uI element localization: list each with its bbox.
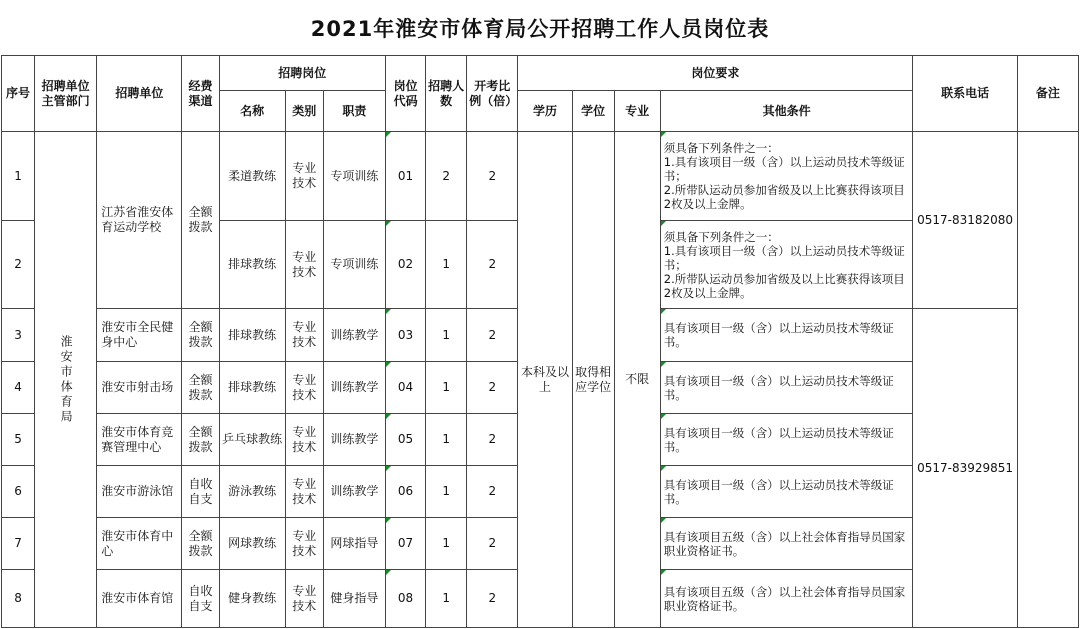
cell-other: 具有该项目一级（含）以上运动员技术等级证书。: [660, 466, 913, 518]
cell-unit: 淮安市射击场: [97, 362, 182, 414]
header-row-1: [2, 56, 1079, 91]
cell-pos-duty: 训练教学: [323, 466, 385, 518]
header-position-group: 招聘岗位: [219, 56, 385, 91]
header-degree: 学位: [572, 91, 614, 132]
cell-count: 1: [426, 414, 467, 466]
cell-unit: 淮安市游泳馆: [97, 466, 182, 518]
cell-pos-type: 专业技术: [285, 309, 323, 362]
cell-count: 1: [426, 518, 467, 570]
cell-ratio: 2: [467, 466, 518, 518]
cell-other: 须具备下列条件之一： 1.具有该项目一级（含）以上运动员技术等级证书； 2.所带队运动员参加省级及以上比赛获得该项目2枚及以上金牌。: [660, 132, 913, 221]
cell-ratio: 2: [467, 570, 518, 628]
header-phone: 联系电话: [913, 56, 1017, 132]
cell-pos-duty: 健身指导: [323, 570, 385, 628]
cell-seq: 8: [2, 570, 35, 628]
cell-seq: 5: [2, 414, 35, 466]
cell-other: 具有该项目五级（含）以上社会体育指导员国家职业资格证书。: [660, 570, 913, 628]
cell-pos-type: 专业技术: [285, 518, 323, 570]
page-title: 2021年淮安市体育局公开招聘工作人员岗位表: [310, 17, 770, 41]
cell-funding: 全额拨款: [182, 518, 219, 570]
header-count: 招聘人数: [426, 56, 467, 132]
header-funding: 经费渠道: [182, 56, 219, 132]
cell-pos-type: 专业技术: [285, 362, 323, 414]
cell-education: 本科及以上: [518, 132, 572, 628]
header-pos-duty: 职责: [323, 91, 385, 132]
cell-count: 1: [426, 362, 467, 414]
cell-unit: 淮安市体育竞赛管理中心: [97, 414, 182, 466]
cell-other: 具有该项目一级（含）以上运动员技术等级证书。: [660, 309, 913, 362]
cell-pos-name: 柔道教练: [219, 132, 285, 221]
cell-pos-name: 健身教练: [219, 570, 285, 628]
cell-pos-code: 05: [386, 414, 426, 466]
cell-pos-duty: 训练教学: [323, 414, 385, 466]
cell-pos-type: 专业技术: [285, 570, 323, 628]
cell-count: 1: [426, 466, 467, 518]
cell-funding: 全额拨款: [182, 414, 219, 466]
header-unit: 招聘单位: [97, 56, 182, 132]
cell-pos-duty: 专项训练: [323, 221, 385, 309]
cell-count: 1: [426, 221, 467, 309]
header-major: 专业: [614, 91, 660, 132]
cell-major: 不限: [614, 132, 660, 628]
cell-other: 须具备下列条件之一： 1.具有该项目一级（含）以上运动员技术等级证书； 2.所带队运动员参加省级及以上比赛获得该项目2枚及以上金牌。: [660, 221, 913, 309]
cell-pos-type: 专业技术: [285, 466, 323, 518]
cell-seq: 1: [2, 132, 35, 221]
header-remark: 备注: [1017, 56, 1078, 132]
cell-pos-code: 06: [386, 466, 426, 518]
cell-pos-name: 排球教练: [219, 221, 285, 309]
cell-unit: 淮安市全民健身中心: [97, 309, 182, 362]
cell-pos-type: 专业技术: [285, 221, 323, 309]
cell-pos-duty: 专项训练: [323, 132, 385, 221]
cell-unit: 江苏省淮安体育运动学校: [97, 132, 182, 309]
header-education: 学历: [518, 91, 572, 132]
cell-ratio: 2: [467, 132, 518, 221]
cell-phone: 0517-83929851: [913, 309, 1017, 628]
cell-pos-type: 专业技术: [285, 414, 323, 466]
cell-pos-code: 02: [386, 221, 426, 309]
cell-count: 1: [426, 570, 467, 628]
table-row: [2, 132, 1079, 221]
cell-pos-duty: 训练教学: [323, 309, 385, 362]
header-pos-type: 类别: [285, 91, 323, 132]
header-supervisor: 招聘单位主管部门: [35, 56, 97, 132]
cell-phone: 0517-83182080: [913, 132, 1017, 309]
cell-count: 1: [426, 309, 467, 362]
cell-other: 具有该项目五级（含）以上社会体育指导员国家职业资格证书。: [660, 518, 913, 570]
header-other: 其他条件: [660, 91, 913, 132]
cell-funding: 自收自支: [182, 466, 219, 518]
cell-unit: 淮安市体育馆: [97, 570, 182, 628]
cell-pos-name: 游泳教练: [219, 466, 285, 518]
cell-remark: [1017, 132, 1078, 628]
cell-pos-name: 排球教练: [219, 362, 285, 414]
cell-ratio: 2: [467, 518, 518, 570]
cell-ratio: 2: [467, 414, 518, 466]
cell-pos-duty: 训练教学: [323, 362, 385, 414]
cell-pos-name: 排球教练: [219, 309, 285, 362]
cell-count: 2: [426, 132, 467, 221]
cell-funding: 全额拨款: [182, 309, 219, 362]
header-pos-name: 名称: [219, 91, 285, 132]
cell-other: 具有该项目一级（含）以上运动员技术等级证书。: [660, 414, 913, 466]
cell-seq: 4: [2, 362, 35, 414]
cell-pos-code: 07: [386, 518, 426, 570]
cell-seq: 7: [2, 518, 35, 570]
cell-pos-type: 专业技术: [285, 132, 323, 221]
cell-pos-code: 04: [386, 362, 426, 414]
cell-pos-duty: 网球指导: [323, 518, 385, 570]
cell-seq: 2: [2, 221, 35, 309]
header-pos-code: 岗位代码: [386, 56, 426, 132]
cell-seq: 6: [2, 466, 35, 518]
cell-unit: 淮安市体育中心: [97, 518, 182, 570]
cell-ratio: 2: [467, 362, 518, 414]
cell-supervisor: 淮安市体育局: [35, 132, 97, 628]
cell-seq: 3: [2, 309, 35, 362]
cell-funding: 全额拨款: [182, 362, 219, 414]
header-seq: 序号: [2, 56, 35, 132]
cell-funding: 自收自支: [182, 570, 219, 628]
header-ratio: 开考比例（倍）: [467, 56, 518, 132]
cell-pos-code: 01: [386, 132, 426, 221]
cell-ratio: 2: [467, 221, 518, 309]
cell-ratio: 2: [467, 309, 518, 362]
cell-pos-name: 乒乓球教练: [219, 414, 285, 466]
cell-pos-code: 03: [386, 309, 426, 362]
header-req-group: 岗位要求: [518, 56, 913, 91]
cell-pos-code: 08: [386, 570, 426, 628]
cell-funding: 全额拨款: [182, 132, 219, 309]
cell-other: 具有该项目一级（含）以上运动员技术等级证书。: [660, 362, 913, 414]
cell-pos-name: 网球教练: [219, 518, 285, 570]
cell-degree: 取得相应学位: [572, 132, 614, 628]
positions-table: [1, 55, 1079, 628]
